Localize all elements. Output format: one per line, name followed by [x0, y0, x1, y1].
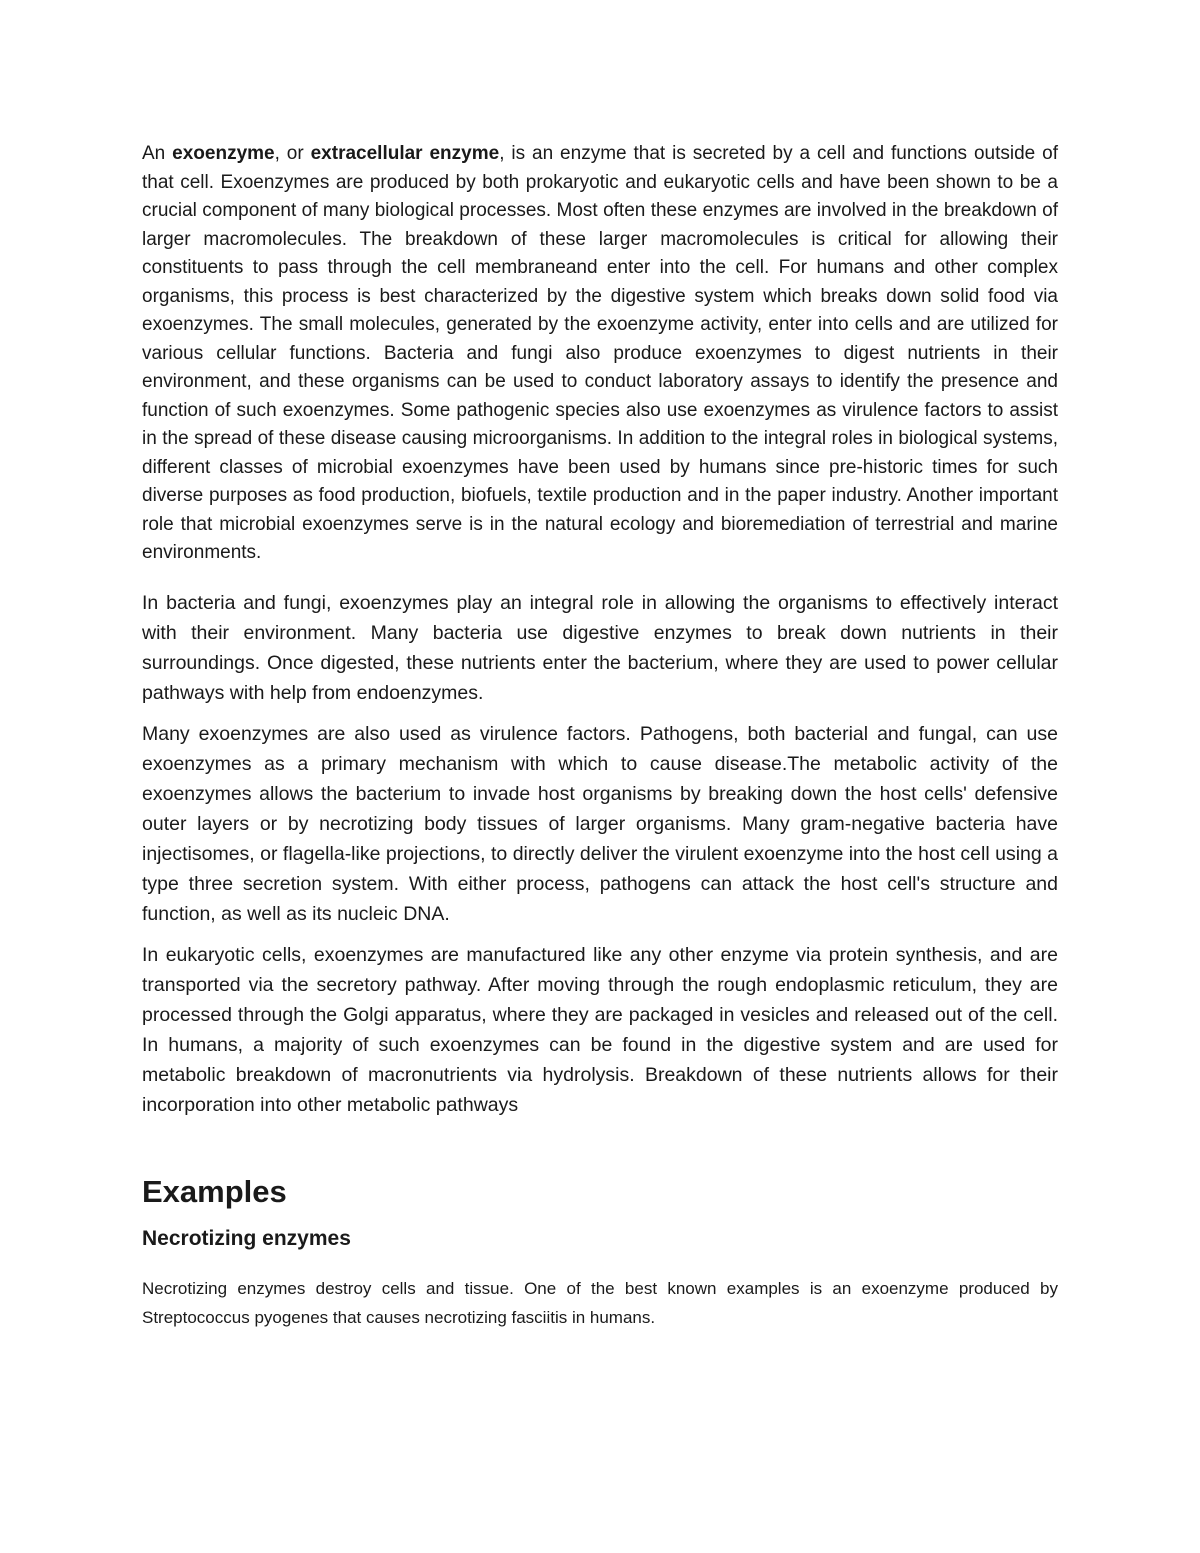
necrotizing-enzymes-paragraph: Necrotizing enzymes destroy cells and tissue. One of the best known examples is an exoenzyme produced by Streptococcus pyogenes that causes necrotizing fasciitis in humans.	[142, 1278, 1058, 1327]
document-page	[142, 140, 1058, 1332]
virulence-paragraph: Many exoenzymes are also used as virulence factors. Pathogens, both bacterial and fungal, can use exoenzymes as a primary mechanism with which to cause disease.The metabolic activity of the exoenzymes allows the bacterium to invade host organisms by breaking down the host cells' defensive outer layers or by necrotizing body tissues of larger organisms. Many gram-negative bacteria have injectisomes, or flagella-like projections, to directly deliver the virulent exoenzyme into the host cell using a type three secretion system. With either process, pathogens can attack the host cell's structure and function, as well as its nucleic DNA.	[142, 722, 1058, 925]
intro-text-3: , is an enzyme that is secreted by a cell and functions outside of that cell. Exoenzymes are produced by both prokaryotic and eukaryotic cells and have been shown to be a crucial component of many biological processes. Most often these enzymes are involved in the breakdown of larger macromolecules. The breakdown of these larger macromolecules is critical for allowing their constituents to pass through the cell membraneand enter into the cell. For humans and other complex organisms, this process is best characterized by the digestive system which breaks down solid food via exoenzymes. The small molecules, generated by the exoenzyme activity, enter into cells and are utilized for various cellular functions. Bacteria and fungi also produce exoenzymes to digest nutrients in their environment, and these organisms can be used to conduct laboratory assays to identify the presence and function of such exoenzymes. Some pathogenic species also use exoenzymes as virulence factors to assist in the spread of these disease causing microorganisms. In addition to the integral roles in biological systems, different classes of microbial exoenzymes have been used by humans since pre-historic times for such diverse purposes as food production, biofuels, textile production and in the paper industry. Another important role that microbial exoenzymes serve is in the natural ecology and bioremediation of terrestrial and marine environments.	[142, 143, 1058, 563]
examples-heading: Examples	[142, 1173, 287, 1209]
eukaryotic-paragraph: In eukaryotic cells, exoenzymes are manufactured like any other enzyme via protein synthesis, and are transported via the secretory pathway. After moving through the rough endoplasmic reticulum, they are processed through the Golgi apparatus, where they are packaged in vesicles and released out of the cell. In humans, a majority of such exoenzymes can be found in the digestive system and are used for metabolic breakdown of macronutrients via hydrolysis. Breakdown of these nutrients allows for their incorporation into other metabolic pathways	[142, 943, 1058, 1116]
bacteria-fungi-paragraph: In bacteria and fungi, exoenzymes play an integral role in allowing the organisms to effectively interact with their environment. Many bacteria use digestive enzymes to break down nutrients in their surroundings. Once digested, these nutrients enter the bacterium, where they are used to power cellular pathways with help from endoenzymes.	[142, 591, 1058, 704]
intro-text-2: , or	[274, 143, 311, 164]
intro-paragraph	[142, 140, 1058, 568]
necrotizing-enzymes-subheading: Necrotizing enzymes	[142, 1226, 351, 1250]
term-extracellular-enzyme: extracellular enzyme	[310, 143, 500, 164]
term-exoenzyme: exoenzyme	[172, 143, 275, 164]
intro-text-1: An	[142, 143, 173, 164]
